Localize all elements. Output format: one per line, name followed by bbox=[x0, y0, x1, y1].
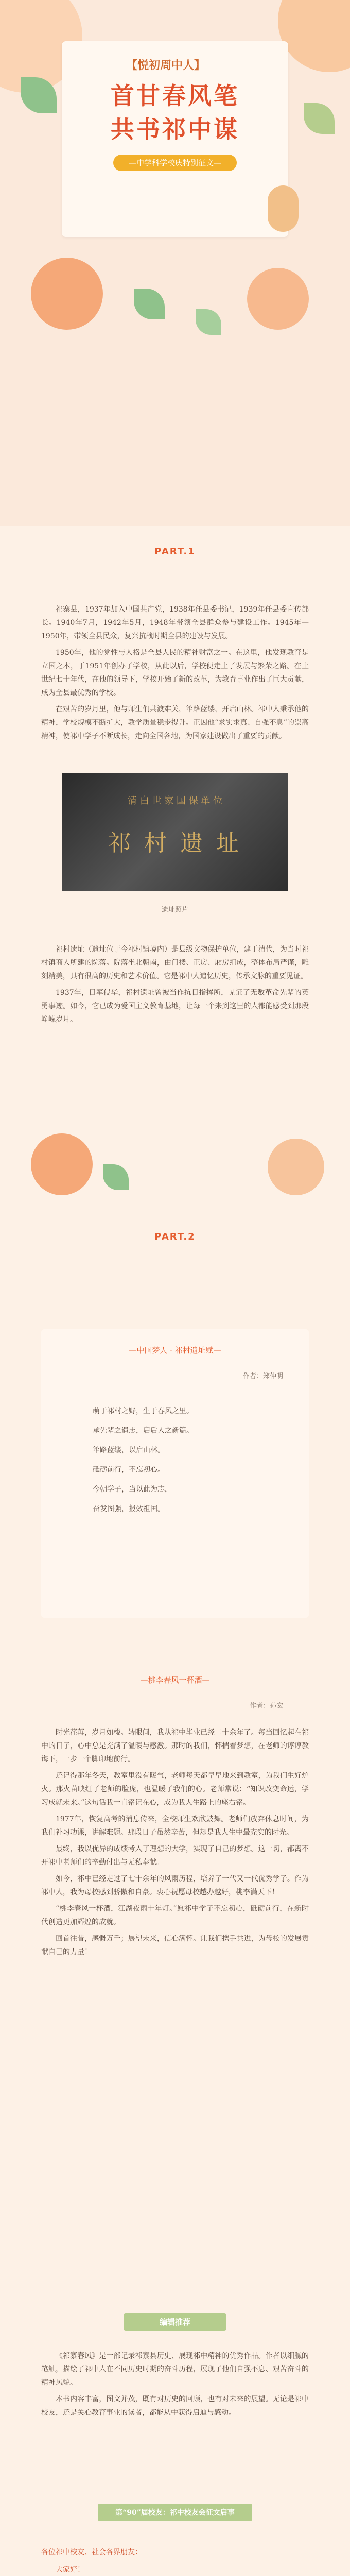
hero-title-line2: 共书祁中谋 bbox=[111, 115, 239, 143]
poem-line: 砥砺前行，不忘初心。 bbox=[93, 1466, 165, 1474]
paragraph: 最终，我以优异的成绩考入了理想的大学，实现了自己的梦想。这一切，都离不开祁中老师们的辛勤付出与无私奉献。 bbox=[41, 1845, 309, 1867]
poem-line: 筚路蓝缕，以启山林。 bbox=[93, 1446, 165, 1454]
letter-greeting: 各位祁中校友、社会各界朋友： bbox=[41, 2548, 142, 2556]
paragraph: 祁村遗址（遗址位于今祁村镇境内）是县级文物保护单位，建于清代，为当时祁村镇商人所建的院落。院落坐北朝南，由门楼、正房、厢房组成，整体布局严谨，雕刻精美，具有很高的历史和艺术价值。它是祁中人追忆历史，传承文脉的重要见证。 bbox=[41, 945, 309, 980]
decorative-leaf bbox=[103, 1164, 129, 1190]
banner-call-for-essays: 第“90”届校友：祁中校友会征文启事 bbox=[98, 2504, 252, 2521]
decorative-flower bbox=[31, 1133, 93, 1195]
paragraph: 回首往昔，感慨万千；展望未来，信心满怀。让我们携手共进，为母校的发展贡献自己的力量！ bbox=[41, 1935, 309, 1956]
paragraph: 本书内容丰富，图文并茂，既有对历史的回顾，也有对未来的展望。无论是祁中校友，还是关心教育事业的读者，都能从中获得启迪与感动。 bbox=[41, 2395, 309, 2417]
paragraph: 如今，祁中已经走过了七十余年的风雨历程，培养了一代又一代优秀学子。作为祁中人，我为母校感到骄傲和自豪。衷心祝愿母校越办越好，桃李满天下！ bbox=[41, 1875, 309, 1896]
decorative-leaf bbox=[134, 289, 165, 319]
poem-line: 今朝学子，当以此为志， bbox=[93, 1485, 172, 1494]
hero-subtitle: —中学科学校庆特别征文— bbox=[113, 155, 237, 171]
part-label-2: PART.2 bbox=[154, 1231, 196, 1242]
recommend-text bbox=[41, 2349, 309, 2422]
poem-line: 奋发图强，报效祖国。 bbox=[93, 1505, 165, 1513]
call-letter bbox=[41, 2545, 309, 2576]
section1-text bbox=[41, 603, 309, 746]
paragraph: 1950年，他的党性与人格是全县人民的精神财富之一。在这里，他发现教育是立国之本，于1951年创办了学校，从此以后，学校便走上了发展与繁荣之路。在上世纪七十年代，在他的领导下，学校开始了新的改革，为教育事业作出了巨大贡献，成为全县最优秀的学校。 bbox=[41, 649, 309, 697]
decorative-flower bbox=[247, 268, 309, 330]
essay-author: 作者：孙宏 bbox=[249, 1702, 283, 1710]
poem-title: —中国梦人 · 祁村遗址赋— bbox=[129, 1346, 221, 1355]
paragraph: 祁寨县，1937年加入中国共产党，1938年任县委书记，1939年任县委宣传部长。1940年7月，1942年5月，1948年带领全县群众参与建设工作。1945年—1950年，带领全县民众，复兴抗战时期全县的建设与发展。 bbox=[41, 605, 309, 640]
decorative-flower bbox=[268, 185, 299, 232]
hero-section bbox=[0, 0, 350, 526]
plaque-line2: 祁 村 遗 址 bbox=[108, 830, 242, 856]
paragraph: “桃李春风一杯酒，江湖夜雨十年灯。”愿祁中学子不忘初心，砥砺前行，在新时代创造更加辉煌的成就。 bbox=[41, 1905, 309, 1926]
decorative-leaf bbox=[196, 309, 221, 335]
letter-salute: 大家好！ bbox=[56, 2566, 84, 2574]
paragraph: 时光荏苒，岁月如梭。转眼间，我从祁中毕业已经二十余年了。每当回忆起在祁中的日子，心中总是充满了温暖与感激。那时的我们，怀揣着梦想，在老师的谆谆教诲下，一步一个脚印地前行。 bbox=[41, 1728, 309, 1764]
plaque-photo bbox=[62, 773, 288, 891]
decorative-flower bbox=[31, 258, 103, 330]
paragraph: 1977年，恢复高考的消息传来，全校师生欢欣鼓舞。老师们放弃休息时间，为我们补习功课，讲解难题。那段日子虽然辛苦，但却是我人生中最充实的时光。 bbox=[41, 1815, 309, 1837]
essay-text bbox=[41, 1726, 309, 1962]
decorative-flower bbox=[278, 0, 350, 72]
hero-title-line1: 首甘春风笔 bbox=[111, 82, 239, 110]
poem-author: 作者：郑仲明 bbox=[242, 1372, 283, 1380]
poem-body bbox=[93, 1401, 262, 1519]
plaque-line1: 清 白 世 家 国 保 单 位 bbox=[127, 795, 223, 806]
decorative-flower bbox=[268, 1139, 324, 1195]
section1b-text bbox=[41, 943, 309, 1029]
photo-caption: —遗址照片— bbox=[154, 906, 195, 914]
banner-recommend: 编辑推荐 bbox=[124, 2313, 226, 2331]
paragraph: 《祁寨春风》是一部记录祁寨县历史、展现祁中精神的优秀作品。作者以细腻的笔触，描绘了祁中人在不同历史时期的奋斗历程，展现了他们自强不息、艰苦奋斗的精神风貌。 bbox=[41, 2352, 309, 2387]
paragraph: 1937年，日军侵华，祁村遗址曾被当作抗日指挥所，见证了无数革命先辈的英勇事迹。如今，它已成为爱国主义教育基地，让每一个来到这里的人都能感受到那段峥嵘岁月。 bbox=[41, 989, 309, 1024]
poem-line: 萌于祁村之野，生于春风之里。 bbox=[93, 1407, 194, 1415]
poem-line: 承先辈之遗志，启后人之新篇。 bbox=[93, 1427, 194, 1435]
paragraph: 在艰苦的岁月里，他与师生们共渡难关，筚路蓝缕，开启山林。祁中人秉承他的精神，学校规模不断扩大，教学质量稳步提升。正因他“求实求真、自强不息”的崇高精神，使祁中学子不断成长，走向全国各地，为国家建设做出了重要的贡献。 bbox=[41, 705, 309, 740]
paragraph: 还记得那年冬天，教室里没有暖气，老师每天都早早地来到教室，为我们生好炉火。那火苗映红了老师的脸庞，也温暖了我们的心。老师常说：“知识改变命运，学习成就未来。”这句话我一直铭记在心，成为我人生路上的座右铭。 bbox=[41, 1772, 309, 1807]
hero-tag: 【悦初周中人】 bbox=[126, 59, 206, 72]
part-label-1: PART.1 bbox=[154, 546, 196, 557]
essay-title: —桃李春风一杯酒— bbox=[140, 1675, 210, 1685]
